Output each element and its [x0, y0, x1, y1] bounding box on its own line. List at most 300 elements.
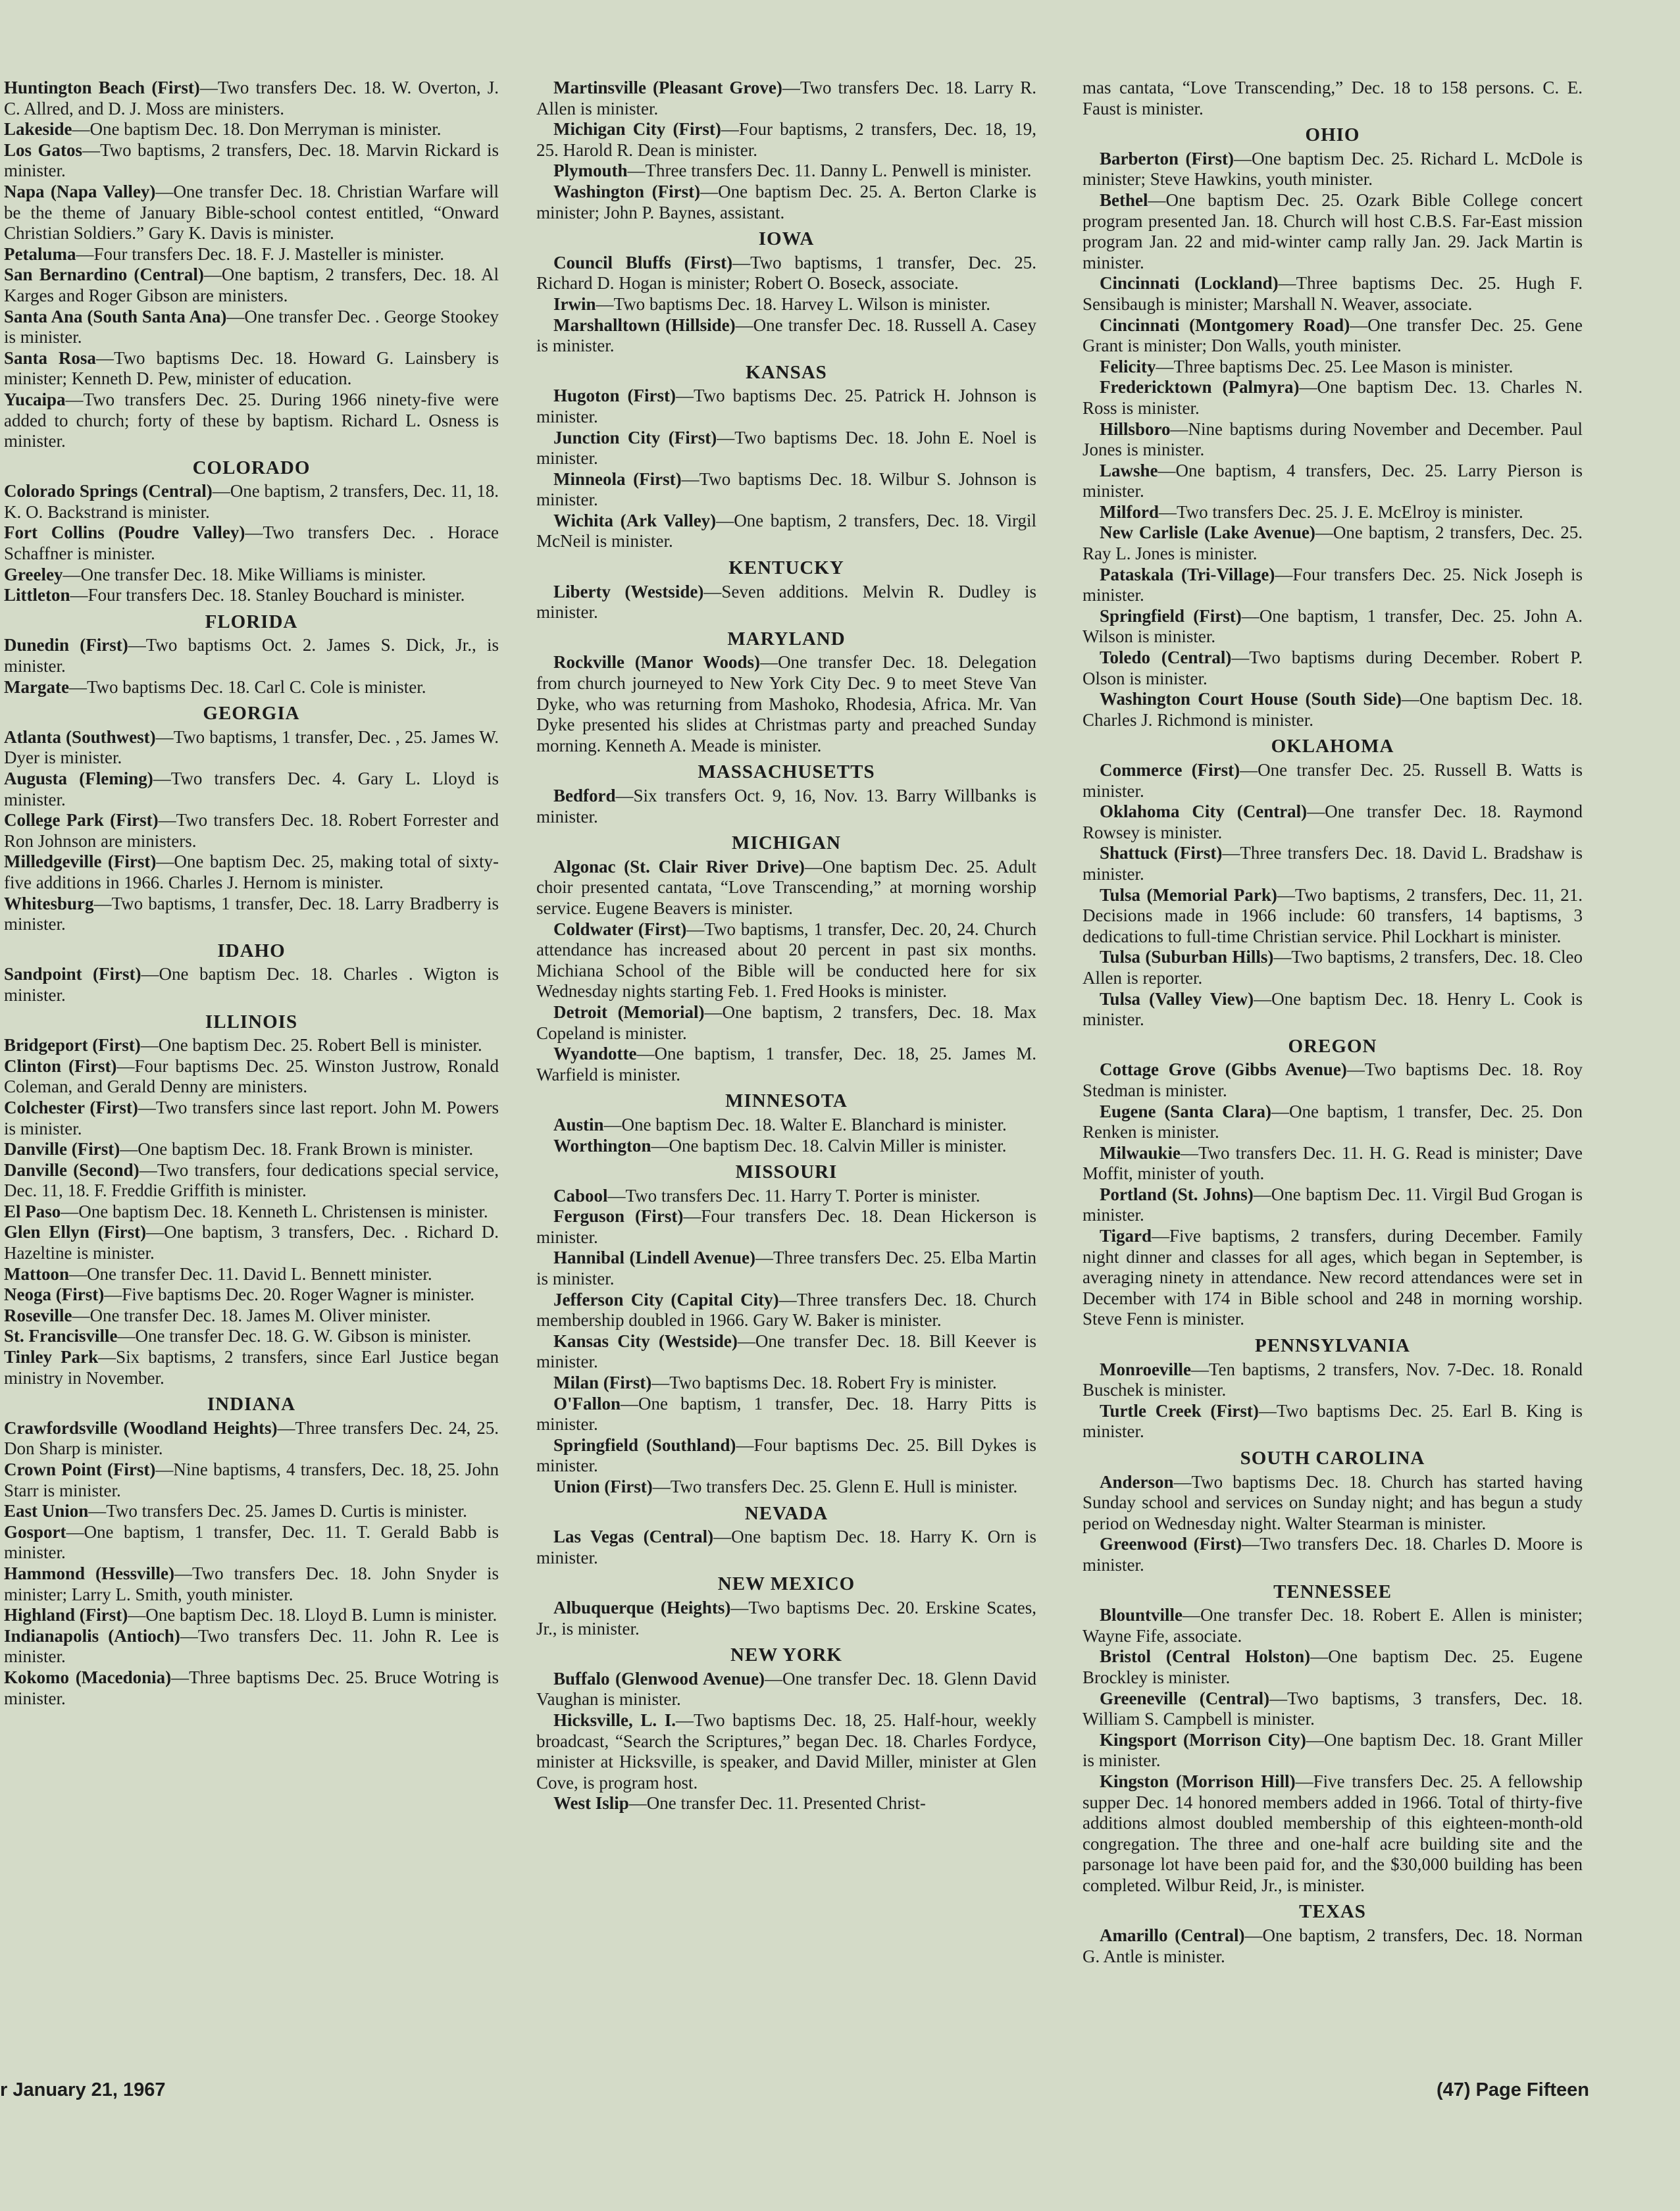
- report-text: —One baptism Dec. 18. Calvin Miller is minister.: [651, 1135, 1007, 1156]
- church-name: Detroit (Memorial): [553, 1002, 705, 1022]
- state-heading: NEVADA: [744, 1502, 828, 1524]
- church-name: Tulsa (Suburban Hills): [1100, 947, 1274, 967]
- church-report: [1082, 606, 1583, 648]
- church-report: [536, 1186, 1036, 1207]
- church-name: Shattuck (First): [1100, 843, 1223, 863]
- church-name: Michigan City (First): [553, 119, 721, 140]
- church-name: Council Bluffs (First): [553, 252, 733, 272]
- report-text: —Two baptisms Dec. 18. Wilbur S. Johnson is minister.: [536, 469, 1036, 510]
- church-report: [536, 1394, 1036, 1435]
- church-name: Cincinnati (Montgomery Road): [1100, 315, 1350, 335]
- report-text: —Two baptisms Oct. 2. James S. Dick, Jr., is minister.: [4, 635, 499, 676]
- church-name: Worthington: [553, 1135, 651, 1156]
- report-text: —Six baptisms, 2 transfers, since Earl Justice began ministry in November.: [4, 1347, 499, 1388]
- report-text: —One transfer Dec. . George Stookey is minister.: [4, 306, 499, 347]
- state-heading: FLORIDA: [205, 611, 298, 632]
- church-report: [4, 522, 499, 564]
- report-text: —Two transfers Dec. 18. W. Overton, J. C. Allred, and D. J. Moss are ministers.: [4, 78, 499, 118]
- church-name: Barberton (First): [1100, 148, 1234, 168]
- report-text: —Two baptisms Dec. 18. Roy Stedman is minister.: [1082, 1059, 1583, 1100]
- report-text: —One transfer Dec. 18. Christian Warfare will be the theme of January Bible-school contest entitled, “Onward Christian Soldiers.” Gary K. Davis is minister.: [4, 181, 499, 243]
- report-text: —Three transfers Dec. 25. Elba Martin is minister.: [536, 1248, 1036, 1289]
- church-name: Tulsa (Memorial Park): [1100, 884, 1277, 905]
- church-name: Coldwater (First): [553, 919, 687, 939]
- report-text: —Three transfers Dec. 18. Church membership doubled in 1966. Gary W. Baker is minister.: [536, 1289, 1037, 1331]
- report-text: —One transfer Dec. 25. Russell B. Watts is minister.: [1082, 760, 1583, 801]
- church-report: [536, 1477, 1036, 1498]
- church-name: Amarillo (Central): [1100, 1925, 1245, 1946]
- church-name: Dunedin (First): [4, 635, 128, 655]
- church-report: [536, 315, 1036, 357]
- church-report: [536, 511, 1036, 552]
- church-name: Austin: [553, 1114, 604, 1134]
- report-text: —Two transfers Dec. 18. John Snyder is minister; Larry L. Smith, youth minister.: [4, 1563, 499, 1604]
- church-name: Marshalltown (Hillside): [553, 315, 736, 335]
- church-report: [1082, 947, 1583, 988]
- church-name: Hammond (Hessville): [4, 1563, 174, 1583]
- church-name: Greeneville (Central): [1100, 1688, 1270, 1708]
- state-heading: MINNESOTA: [725, 1090, 848, 1112]
- church-name: Lawshe: [1100, 460, 1158, 480]
- church-report: [536, 786, 1036, 827]
- church-report: [1082, 1925, 1583, 1967]
- church-report: [1082, 760, 1583, 801]
- church-name: Union (First): [553, 1477, 653, 1496]
- report-text: —One baptism Dec. 18. Walter E. Blanchard is minister.: [603, 1114, 1007, 1134]
- church-name: Washington (First): [553, 181, 701, 201]
- church-name: Glen Ellyn (First): [4, 1222, 147, 1242]
- report-text: —Three baptisms Dec. 25. Lee Mason is minister.: [1156, 356, 1514, 376]
- church-name: Minneola (First): [553, 469, 682, 489]
- church-report: [536, 78, 1036, 119]
- church-report: [4, 1202, 499, 1223]
- church-report: [4, 964, 499, 1005]
- report-text: —One transfer Dec. 18. Mike Williams is minister.: [63, 564, 426, 584]
- church-report: [536, 1373, 1036, 1394]
- church-name: Hannibal (Lindell Avenue): [553, 1248, 755, 1268]
- report-text: —Two transfers Dec. 11. H. G. Read is minister; Dave Moffit, minister of youth.: [1082, 1142, 1583, 1184]
- church-name: Tigard: [1100, 1226, 1152, 1246]
- report-text: —One baptism, 2 transfers, Dec. 11, 18. K. O. Backstrand is minister.: [4, 481, 499, 522]
- report-text: —One transfer Dec. 18. Bill Keever is minister.: [536, 1331, 1036, 1372]
- state-heading: IOWA: [758, 228, 815, 250]
- report-text: —Two transfers Dec. 11. John R. Lee is minister.: [4, 1625, 499, 1667]
- report-text: —Seven additions. Melvin R. Dudley is minister.: [536, 581, 1036, 623]
- report-text: —One baptism Dec. 25. Adult choir presented cantata, “Love Transcending,” at morning worship service. Eugene Beavers is minister.: [536, 856, 1036, 918]
- church-report: [4, 182, 499, 244]
- church-report: [536, 582, 1036, 623]
- church-name: Clinton (First): [4, 1055, 117, 1076]
- church-report: [4, 1563, 499, 1605]
- church-name: Springfield (First): [1100, 605, 1242, 626]
- report-text: —Two baptisms Dec. 18. Church has started having Sunday school and services on Sunday night; and has begun a study period on Wednesday night. Walter Stearman is minister.: [1082, 1471, 1583, 1533]
- church-name: College Park (First): [4, 810, 159, 830]
- church-report: [1082, 801, 1583, 843]
- church-report: [536, 1435, 1036, 1477]
- church-report: [536, 161, 1036, 182]
- church-report: [536, 1793, 1036, 1814]
- church-report: [4, 1501, 499, 1522]
- church-name: Portland (St. Johns): [1100, 1184, 1254, 1204]
- church-report: [536, 469, 1036, 511]
- report-text: —One baptism, 3 transfers, Dec. . Richard D. Hazeltine is minister.: [4, 1222, 499, 1263]
- church-name: Lakeside: [4, 119, 72, 140]
- report-text: —One baptism Dec. 25. A. Berton Clarke is minister; John P. Baynes, assistant.: [536, 181, 1036, 222]
- church-name: Bedford: [553, 786, 616, 805]
- report-text: —One transfer Dec. 18. Raymond Rowsey is minister.: [1082, 801, 1583, 842]
- state-heading: NEW YORK: [730, 1644, 842, 1666]
- church-report: [1082, 689, 1583, 730]
- church-name: Buffalo (Glenwood Avenue): [553, 1668, 765, 1689]
- report-text: —Two transfers Dec. 4. Gary L. Lloyd is minister.: [4, 769, 499, 809]
- church-report: [4, 265, 499, 306]
- church-report: [1082, 273, 1583, 315]
- church-report: [4, 769, 499, 810]
- church-report: [4, 1160, 499, 1202]
- church-report: [1082, 1689, 1583, 1730]
- church-name: San Bernardino (Central): [4, 265, 204, 285]
- report-text: —Two transfers Dec. 18. Larry R. Allen is minister.: [536, 78, 1037, 118]
- church-name: Bridgeport (First): [4, 1035, 141, 1055]
- report-text: —One baptism Dec. 25. Robert Bell is minister.: [140, 1035, 482, 1055]
- church-name: Gosport: [4, 1521, 66, 1542]
- church-name: Huntington Beach (First): [4, 78, 200, 97]
- church-report: [1082, 885, 1583, 948]
- report-text: —Two baptisms Dec. 18. Robert Fry is minister.: [651, 1373, 997, 1393]
- report-text: —Two transfers Dec. 18. Robert Forrester and Ron Johnson are ministers.: [4, 810, 499, 851]
- state-heading: SOUTH CAROLINA: [1240, 1448, 1425, 1469]
- church-report: [1082, 1646, 1583, 1688]
- report-text: —Two baptisms Dec. 18. Harvey L. Wilson is minister.: [596, 293, 990, 314]
- report-text: —Three baptisms Dec. 25. Bruce Wotring is minister.: [4, 1667, 499, 1708]
- church-name: Martinsville (Pleasant Grove): [553, 78, 782, 97]
- state-heading: MASSACHUSETTS: [698, 761, 875, 783]
- report-text: —One baptism, 1 transfer, Dec. 25. John A. Wilson is minister.: [1082, 605, 1583, 647]
- report-text: —One baptism Dec. 25. Eugene Brockley is minister.: [1082, 1646, 1583, 1687]
- state-heading: NEW MEXICO: [717, 1573, 855, 1595]
- report-text: —Three transfers Dec. 18. David L. Bradshaw is minister.: [1082, 843, 1583, 884]
- page-footer: [0, 2079, 1680, 2106]
- report-text: —Two baptisms Dec. 18. Howard G. Lainsbery is minister; Kenneth D. Pew, minister of education.: [4, 347, 499, 389]
- church-report: [1082, 461, 1583, 502]
- report-text: —Two transfers Dec. 25. Glenn E. Hull is minister.: [652, 1477, 1018, 1496]
- church-name: Danville (Second): [4, 1159, 140, 1180]
- state-heading: PENNSYLVANIA: [1254, 1335, 1410, 1357]
- report-text: —Two baptisms Dec. 20. Erskine Scates, Jr., is minister.: [536, 1597, 1037, 1639]
- church-name: Liberty (Westside): [553, 581, 704, 601]
- report-text: —Three transfers Dec. 11. Danny L. Penwell is minister.: [627, 161, 1032, 181]
- church-report: [1082, 565, 1583, 606]
- church-report: [1082, 1226, 1583, 1330]
- church-report: [4, 565, 499, 586]
- church-report: [536, 294, 1036, 315]
- report-text: —Two baptisms, 1 transfer, Dec. 20, 24. Church attendance has increased about 20 percent in past six months. Michiana School of the Bible will be conducted here for six Wednesday nights starting Feb. 1. Fred Hooks is minister.: [536, 919, 1036, 1002]
- report-text: —Two baptisms Dec. 25. Earl B. King is minister.: [1082, 1400, 1583, 1442]
- church-name: Los Gatos: [4, 140, 82, 160]
- church-name: Augusta (Fleming): [4, 769, 153, 788]
- church-report: [536, 1669, 1036, 1710]
- report-text: —Two baptisms, 2 transfers, Dec. 11, 21. Decisions made in 1966 include: 60 transfers, 14 baptisms, 3 dedications to full-time Christian service. Phil Lockhart is minister.: [1082, 884, 1583, 946]
- church-name: Bristol (Central Holston): [1100, 1646, 1311, 1667]
- church-report: [1082, 1605, 1583, 1646]
- report-text: —Two baptisms during December. Robert P. Olson is minister.: [1082, 648, 1583, 688]
- report-text: —One baptism, 2 transfers, Dec. 18. Al Karges and Roger Gibson are ministers.: [4, 265, 499, 305]
- church-name: Wyandotte: [553, 1044, 637, 1064]
- report-text: —Three transfers Dec. 24, 25. Don Sharp is minister.: [4, 1417, 499, 1459]
- column-middle: [536, 78, 1036, 1814]
- church-name: Milan (First): [553, 1373, 652, 1393]
- church-name: Toledo (Central): [1100, 648, 1232, 668]
- church-report: [536, 1248, 1036, 1289]
- church-report: [536, 1136, 1036, 1157]
- state-heading: GEORGIA: [203, 703, 300, 724]
- state-heading: COLORADO: [192, 457, 311, 478]
- state-heading: INDIANA: [207, 1394, 296, 1415]
- church-name: East Union: [4, 1501, 89, 1521]
- church-name: Milford: [1100, 501, 1159, 522]
- church-name: Cincinnati (Lockland): [1100, 273, 1279, 293]
- report-text: —One baptism Dec. 11. Virgil Bud Grogan is minister.: [1082, 1184, 1583, 1225]
- report-text: —One baptism Dec. 18. Charles J. Richmond is minister.: [1082, 689, 1583, 730]
- report-text: —Two baptisms Dec. 18, 25. Half-hour, weekly broadcast, “Search the Scriptures,” began Dec. 18. Charles Fordyce, minister at Hicksville, is speaker, and David Miller, minister at Glen Cove, is program host.: [536, 1710, 1036, 1792]
- report-text: —One baptism Dec. 18. Harry K. Orn is minister.: [536, 1527, 1037, 1567]
- report-text: —Four baptisms, 2 transfers, Dec. 18, 19, 25. Harold R. Dean is minister.: [536, 119, 1037, 160]
- church-name: Jefferson City (Capital City): [553, 1289, 779, 1309]
- continued-paragraph: mas cantata, “Love Transcending,” Dec. 18 to 158 persons. C. E. Faust is minister.: [1082, 78, 1583, 118]
- report-text: —One transfer Dec. 11. David L. Bennett minister.: [68, 1263, 432, 1284]
- church-report: [4, 1098, 499, 1139]
- church-name: St. Francisville: [4, 1326, 118, 1346]
- church-name: Highland (First): [4, 1605, 128, 1625]
- church-report: [536, 652, 1036, 756]
- church-name: Washington Court House (South Side): [1100, 689, 1402, 709]
- report-text: —One transfer Dec. 18. Delegation from church journeyed to New York City Dec. 9 to meet Steve Van Dyke, who was returning from Mashoko, Rhodesia, Africa. Mr. Van Dyke presented his slides at Christmas party and preached Sunday morning. Kenneth A. Meade is minister.: [536, 652, 1036, 755]
- church-report: [536, 386, 1036, 427]
- report-text: —One baptism, 1 transfer, Dec. 18, 25. James M. Warfield is minister.: [536, 1044, 1036, 1084]
- church-name: Neoga (First): [4, 1284, 105, 1305]
- church-name: Algonac (St. Clair River Drive): [553, 856, 805, 877]
- church-report: [536, 857, 1036, 919]
- church-name: Milwaukie: [1100, 1142, 1181, 1163]
- report-text: —One baptism, 2 transfers, Dec. 25. Ray L. Jones is minister.: [1082, 522, 1583, 564]
- report-text: —One transfer Dec. 18. Robert E. Allen is minister; Wayne Fife, associate.: [1082, 1605, 1583, 1646]
- report-text: —Two baptisms Dec. 18. John E. Noel is minister.: [536, 427, 1036, 469]
- church-report: [4, 1306, 499, 1327]
- report-text: —One baptism Dec. 18. Lloyd B. Lumn is minister.: [128, 1605, 497, 1625]
- church-report: [4, 1284, 499, 1306]
- state-heading: IDAHO: [217, 940, 286, 961]
- report-text: —Two transfers since last report. John M. Powers is minister.: [4, 1097, 499, 1138]
- church-name: Tulsa (Valley View): [1100, 988, 1254, 1009]
- report-text: —One baptism Dec. 25. Ozark Bible College concert program presented Jan. 18. Church will host C.B.S. Far-East mission program Jan. 22 and mid-winter camp rally Jan. 29. Jack Martin is minister.: [1082, 190, 1583, 272]
- report-text: —One transfer Dec. 18. G. W. Gibson is minister.: [117, 1326, 472, 1346]
- church-name: Commerce (First): [1100, 760, 1240, 780]
- report-text: —Two transfers, four dedications special service, Dec. 11, 18. F. Freddie Griffith is minister.: [4, 1159, 499, 1201]
- report-text: —One baptism, 2 transfers, Dec. 18. Norman G. Antle is minister.: [1082, 1925, 1583, 1966]
- church-name: Kansas City (Westside): [553, 1331, 738, 1351]
- church-name: Eugene (Santa Clara): [1100, 1101, 1272, 1121]
- state-heading: OHIO: [1305, 124, 1360, 146]
- report-text: —One baptism Dec. 18. Don Merryman is minister.: [72, 119, 442, 140]
- church-name: Greenwood (First): [1100, 1534, 1242, 1554]
- church-report: [1082, 1184, 1583, 1226]
- report-text: —Ten baptisms, 2 transfers, Nov. 7-Dec. 18. Ronald Buschek is minister.: [1082, 1359, 1583, 1400]
- church-report: [4, 307, 499, 348]
- church-name: O'Fallon: [553, 1393, 621, 1413]
- state-heading: ILLINOIS: [205, 1011, 298, 1032]
- church-report: [4, 677, 499, 698]
- church-name: Pataskala (Tri-Village): [1100, 564, 1275, 584]
- church-report: [536, 1290, 1036, 1331]
- state-heading: OKLAHOMA: [1271, 736, 1394, 757]
- report-text: —One baptism, 1 transfer, Dec. 18. Harry Pitts is minister.: [536, 1393, 1036, 1435]
- church-name: Cabool: [553, 1185, 608, 1206]
- church-report: [4, 1347, 499, 1388]
- church-report: [4, 1326, 499, 1347]
- state-heading: TENNESSEE: [1273, 1581, 1392, 1602]
- church-name: Albuquerque (Heights): [553, 1597, 731, 1617]
- state-heading: MARYLAND: [727, 628, 846, 649]
- church-report: [536, 1206, 1036, 1248]
- church-report: [4, 1418, 499, 1460]
- church-name: Yucaipa: [4, 389, 66, 409]
- report-text: —Two baptisms, 1 transfer, Dec. 18. Larry Bradberry is minister.: [4, 893, 499, 934]
- church-report: [4, 1056, 499, 1098]
- church-name: Danville (First): [4, 1139, 120, 1159]
- church-name: Whitesburg: [4, 893, 94, 913]
- state-heading: MISSOURI: [735, 1161, 838, 1183]
- report-text: —Two baptisms Dec. 25. Patrick H. Johnson is minister.: [536, 386, 1037, 426]
- church-name: West Islip: [553, 1793, 629, 1814]
- report-text: —One baptism Dec. 18. Grant Miller is minister.: [1082, 1729, 1583, 1771]
- report-text: —Two transfers Dec. 25. James D. Curtis is minister.: [88, 1501, 467, 1521]
- church-report: [4, 390, 499, 452]
- church-name: Colchester (First): [4, 1097, 138, 1117]
- church-report: [1082, 502, 1583, 523]
- church-name: Anderson: [1100, 1471, 1174, 1492]
- report-text: —One baptism, 1 transfer, Dec. 11. T. Gerald Babb is minister.: [4, 1521, 499, 1563]
- church-name: Fort Collins (Poudre Valley): [4, 522, 245, 543]
- church-name: Kingsport (Morrison City): [1100, 1729, 1306, 1750]
- church-name: Mattoon: [4, 1263, 69, 1284]
- report-text: —One baptism Dec. 18. Kenneth L. Christensen is minister.: [61, 1201, 488, 1221]
- church-name: Santa Rosa: [4, 347, 96, 368]
- church-report: [4, 1139, 499, 1160]
- church-report: [1082, 648, 1583, 689]
- church-report: [4, 348, 499, 390]
- church-report: [536, 253, 1036, 294]
- church-report: [1082, 377, 1583, 419]
- church-report: [4, 140, 499, 182]
- report-text: —One baptism Dec. 25, making total of sixty-five additions in 1966. Charles J. Hernom is minister.: [4, 851, 499, 892]
- church-report: [536, 182, 1036, 223]
- church-name: Kingston (Morrison Hill): [1100, 1771, 1296, 1791]
- report-text: —Four baptisms Dec. 25. Bill Dykes is minister.: [536, 1435, 1036, 1476]
- footer-page-number: (47) Page Fifteen: [1436, 2079, 1589, 2100]
- church-report: [4, 585, 499, 606]
- church-name: Bethel: [1100, 190, 1148, 210]
- report-text: —One transfer Dec. 18. James M. Oliver minister.: [72, 1305, 431, 1325]
- church-name: El Paso: [4, 1201, 61, 1221]
- church-report: [4, 119, 499, 140]
- church-report: [1082, 843, 1583, 884]
- church-report: [536, 119, 1036, 161]
- church-name: Las Vegas (Central): [553, 1527, 714, 1547]
- state-heading: TEXAS: [1299, 1901, 1366, 1923]
- report-text: —Two baptisms, 2 transfers, Dec. 18. Marvin Rickard is minister.: [4, 140, 499, 181]
- church-name: Felicity: [1100, 356, 1156, 376]
- church-report: [1082, 1360, 1583, 1401]
- church-name: Plymouth: [553, 161, 628, 181]
- church-report: [1082, 522, 1583, 564]
- church-name: Milledgeville (First): [4, 851, 157, 872]
- church-report: [1082, 1143, 1583, 1184]
- church-report: [1082, 1102, 1583, 1143]
- report-text: —One transfer Dec. 18. Russell A. Casey is minister.: [536, 315, 1037, 356]
- church-report: [536, 1598, 1036, 1639]
- church-name: Fredericktown (Palmyra): [1100, 377, 1300, 397]
- report-text: —One transfer Dec. 11. Presented Christ-: [628, 1793, 926, 1814]
- report-text: —One baptism, 1 transfer, Dec. 25. Don Renken is minister.: [1082, 1101, 1583, 1142]
- church-report: [1082, 1730, 1583, 1771]
- church-name: Tinley Park: [4, 1347, 99, 1367]
- church-name: New Carlisle (Lake Avenue): [1100, 522, 1315, 543]
- church-name: Crawfordsville (Woodland Heights): [4, 1417, 278, 1438]
- church-report: [4, 244, 499, 265]
- report-text: —One transfer Dec. 25. Gene Grant is minister; Don Walls, youth minister.: [1082, 315, 1583, 356]
- church-name: Rockville (Manor Woods): [553, 652, 761, 673]
- church-name: Colorado Springs (Central): [4, 481, 213, 501]
- church-report: [4, 78, 499, 119]
- report-text: —Two baptisms Dec. 18. Carl C. Cole is minister.: [68, 676, 426, 697]
- church-report: [536, 428, 1036, 469]
- state-heading: KANSAS: [746, 361, 827, 383]
- church-name: Springfield (Southland): [553, 1435, 736, 1455]
- church-name: Oklahoma City (Central): [1100, 801, 1308, 822]
- footer-date: r January 21, 1967: [0, 2079, 166, 2100]
- report-text: —Four transfers Dec. 18. F. J. Masteller is minister.: [76, 243, 444, 264]
- church-report: [1082, 315, 1583, 357]
- church-report: [536, 1710, 1036, 1793]
- report-text: —One baptism Dec. 13. Charles N. Ross is minister.: [1082, 377, 1583, 418]
- church-report: [4, 851, 499, 893]
- church-name: Hugoton (First): [553, 386, 676, 406]
- column-left: [4, 78, 499, 1709]
- report-text: —Four transfers Dec. 25. Nick Joseph is minister.: [1082, 564, 1583, 605]
- church-report: [1082, 989, 1583, 1030]
- church-name: Turtle Creek (First): [1100, 1400, 1259, 1421]
- report-text: —Four transfers Dec. 18. Stanley Bouchard is minister.: [70, 585, 465, 605]
- church-name: Irwin: [553, 293, 596, 314]
- report-text: —Two transfers Dec. . Horace Schaffner is minister.: [4, 522, 499, 564]
- church-report: [4, 481, 499, 522]
- church-report: [4, 1522, 499, 1563]
- church-report: [536, 1002, 1036, 1044]
- state-heading: MICHIGAN: [732, 832, 841, 854]
- church-report: [4, 894, 499, 935]
- report-text: —Five baptisms, 2 transfers, during December. Family night dinner and classes for all ages, which began in September, is averaging ninety in attendance. New record attendances were set in December with 174 in Bible school and 248 in morning worship. Steve Fenn is minister.: [1082, 1226, 1583, 1329]
- report-text: —Four baptisms Dec. 25. Winston Justrow, Ronald Coleman, and Gerald Denny are ministers.: [4, 1055, 499, 1097]
- church-report: [4, 727, 499, 769]
- church-report: [536, 1115, 1036, 1136]
- church-name: Greeley: [4, 564, 63, 584]
- report-text: —Six transfers Oct. 9, 16, Nov. 13. Barry Willbanks is minister.: [536, 786, 1036, 826]
- report-text: —Two transfers Dec. 18. Charles D. Moore is minister.: [1082, 1534, 1583, 1575]
- church-name: Hicksville, L. I.: [553, 1710, 676, 1730]
- church-name: Sandpoint (First): [4, 964, 141, 984]
- church-report: [1082, 1771, 1583, 1896]
- church-report: [1082, 149, 1583, 190]
